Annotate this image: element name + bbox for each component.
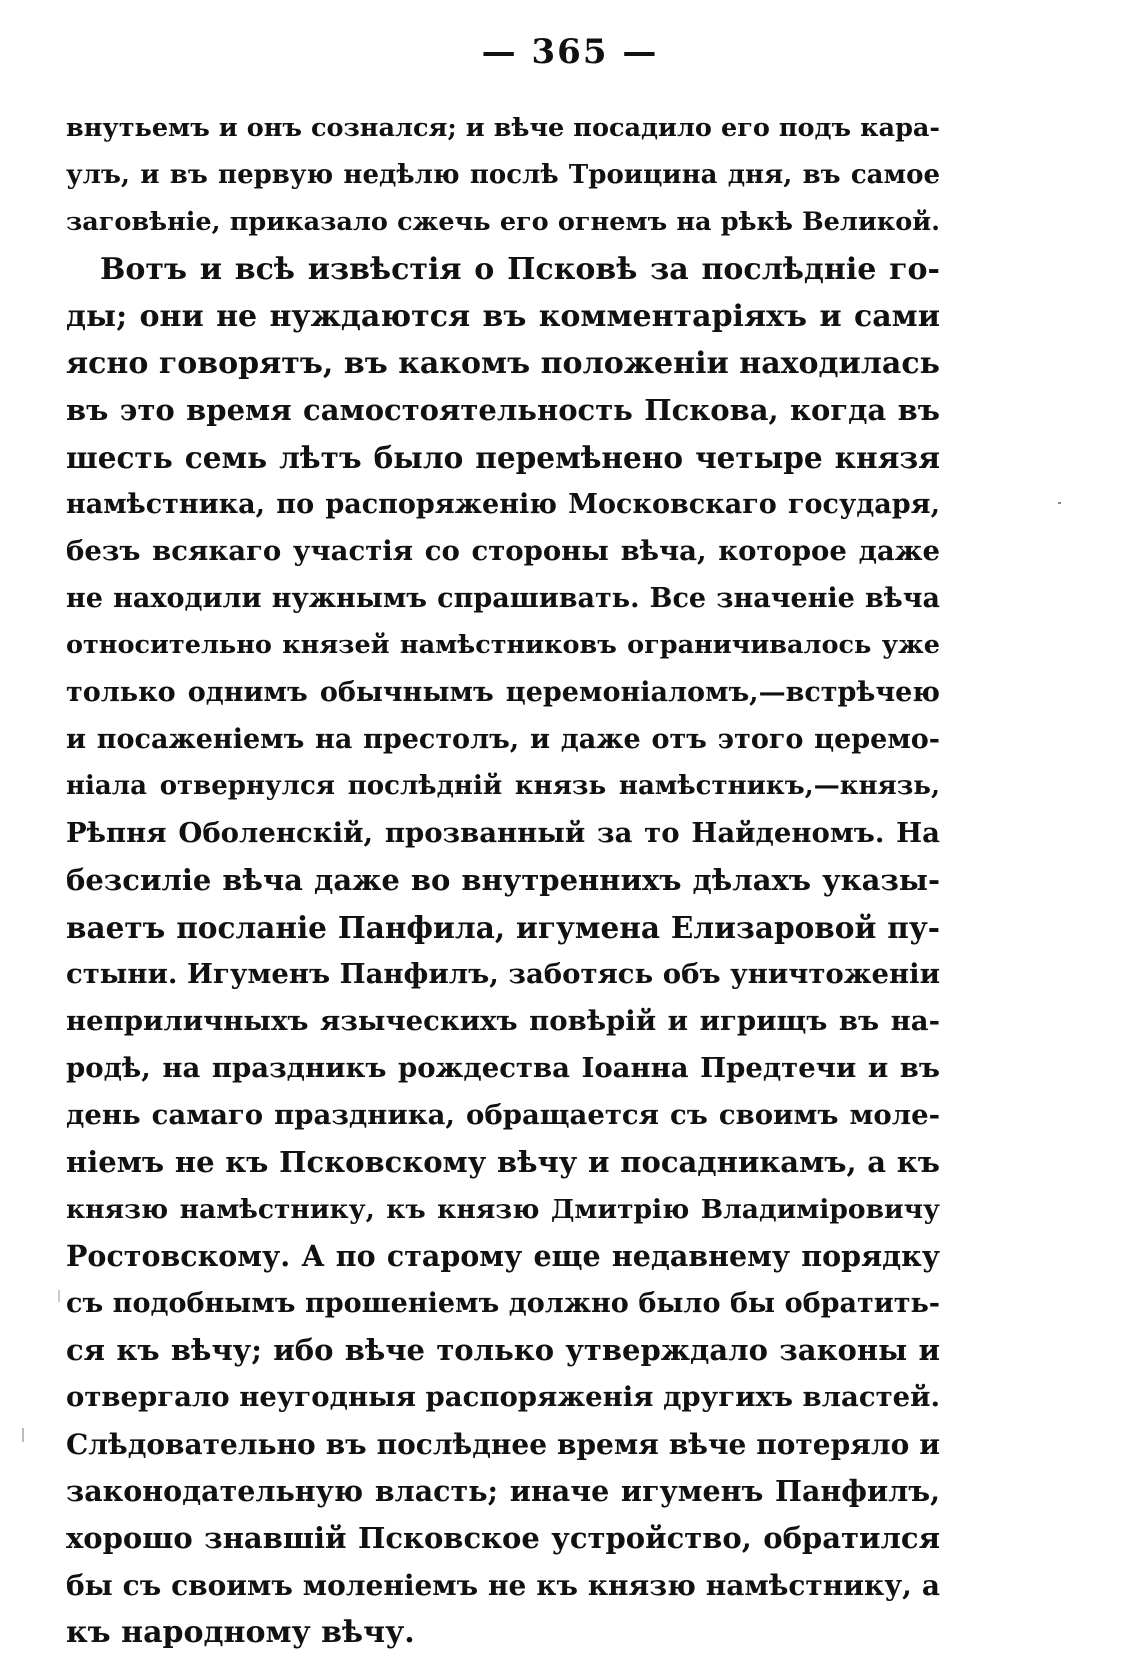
text-line: ясно говорятъ, въ какомъ положеніи находилась bbox=[66, 346, 940, 381]
text-line: къ народному вѣчу. bbox=[66, 1615, 415, 1650]
text-line: законодательную власть; иначе игуменъ Панфилъ, bbox=[66, 1474, 940, 1508]
text-line: относительно князей намѣстниковъ ограничивалось уже bbox=[66, 630, 940, 660]
text-line: внутьемъ и онъ сознался; и вѣче посадило его подъ кара- bbox=[66, 113, 940, 143]
text-line: ды; они не нуждаются въ комментаріяхъ и сами bbox=[66, 299, 940, 334]
text-line: съ подобнымъ прошеніемъ должно было бы обратить- bbox=[66, 1288, 940, 1319]
text-line: ніемъ не къ Псковскому вѣчу и посадникамъ, а къ bbox=[66, 1145, 940, 1179]
text-line: Рѣпня Оболенскій, прозванный за то Найденомъ. На bbox=[66, 817, 940, 849]
scan-speck bbox=[1058, 502, 1061, 504]
text-line: Слѣдовательно въ послѣднее время вѣче потеряло и bbox=[66, 1428, 940, 1461]
text-line: безсиліе вѣча даже во внутреннихъ дѣлахъ указы- bbox=[66, 863, 940, 897]
text-line: и посаженіемъ на престолъ, и даже отъ этого церемо- bbox=[66, 724, 940, 755]
text-line: бы съ своимъ моленіемъ не къ князю намѣстнику, а bbox=[66, 1569, 940, 1602]
text-line: хорошо знавшій Псковское устройство, обратился bbox=[66, 1521, 940, 1555]
text-line: шесть семь лѣтъ было перемѣнено четыре князя bbox=[66, 440, 940, 475]
text-line: заговѣніе, приказало сжечь его огнемъ на рѣкѣ Великой. bbox=[66, 207, 940, 237]
text-line: Ростовскому. А по старому еще недавнему порядку bbox=[66, 1239, 940, 1273]
body-text bbox=[66, 105, 940, 1656]
text-line: улъ, и въ первую недѣлю послѣ Троицина дня, въ самое bbox=[66, 160, 940, 190]
text-line: Вотъ и всѣ извѣстія о Псковѣ за послѣдніе го- bbox=[100, 252, 940, 287]
text-line: стыни. Игуменъ Панфилъ, заботясь объ уничтоженіи bbox=[66, 958, 940, 990]
text-line: ніала отвернулся послѣдній князь намѣстникъ,—князь, bbox=[66, 771, 940, 801]
text-line: день самаго праздника, обращается съ своимъ моле- bbox=[66, 1099, 940, 1131]
text-line: намѣстника, по распоряженію Московскаго государя, bbox=[66, 489, 940, 520]
text-line: отвергало неугодныя распоряженія другихъ властей. bbox=[66, 1381, 940, 1413]
text-line: родѣ, на праздникъ рождества Іоанна Предтечи и въ bbox=[66, 1052, 940, 1084]
text-line: неприличныхъ языческихъ повѣрій и игрищъ въ на- bbox=[66, 1005, 940, 1037]
text-line: ваетъ посланіе Панфила, игумена Елизаровой пу- bbox=[66, 910, 940, 945]
text-line: только однимъ обычнымъ церемоніаломъ,—встрѣчею bbox=[66, 677, 940, 708]
text-line: въ это время самостоятельность Пскова, когда въ bbox=[66, 393, 940, 427]
scan-speck bbox=[58, 1290, 60, 1302]
scan-speck bbox=[22, 1428, 24, 1442]
page-number: — 365 — bbox=[481, 32, 659, 72]
text-line: ся къ вѣчу; ибо вѣче только утверждало законы и bbox=[66, 1333, 940, 1367]
text-line: не находили нужнымъ спрашивать. Все значеніе вѣча bbox=[66, 583, 940, 614]
text-line: князю намѣстнику, къ князю Дмитрію Владиміровичу bbox=[66, 1194, 940, 1225]
text-line: безъ всякаго участія со стороны вѣча, которое даже bbox=[66, 535, 940, 567]
